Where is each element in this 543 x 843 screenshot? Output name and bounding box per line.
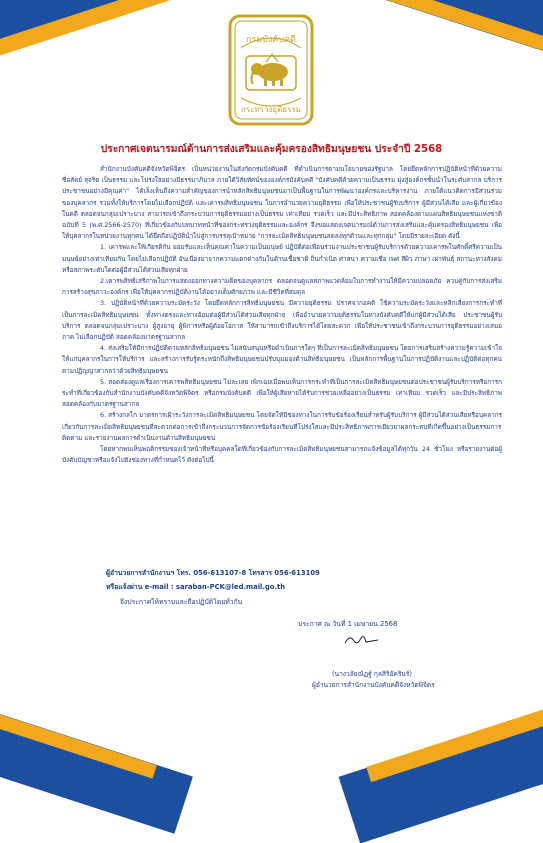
elephant-seal-icon xyxy=(246,54,296,90)
document-title: ประกาศเจตนารมณ์ด้านการส่งเสริมและคุ้มครองสิทธิมนุษยชน ประจำปี 2568 xyxy=(100,144,443,155)
reporting-paragraph: โดยหากพบเห็นพฤติกรรมของเจ้าหน้าที่หรือบุคคลใดที่เกี่ยวข้องกับการละเมิดสิทธิมนุษยชนสามารถแจ้งข้อมูลได้ทุกวัน 24 ชั่วโมง หรือรายงานต่อผู้บังคับบัญชาหรือแจ้งไปยังช่องทางที่กำหนดไว้ ดังต่อไปนี้ xyxy=(62,445,502,465)
item-1-paragraph: 1. เคารพและให้เกียรติกัน ยอมรับและเห็นคุณค่าในความเป็นมนุษย์ ปฏิบัติต่อเพื่อนร่วมงานประชาชนผู้รับบริการด้วยความเคารพในศักดิ์ศรีความเป็นมนุษย์อย่างเท่าเทียมกัน โดยไม่เลือกปฏิบัติ อันเนื่องมาจากความแตกต่างกันในด้านเชื้อชาติ ถิ่นกำเนิด ศาสนา ความเชื่อ เพศ สีผิว ภาษา เผ่าพันธุ์ สถานะทางสังคม หรือสภาพระดับใดต่อผู้มีส่วนได้ส่วนเสียทุกฝ่าย xyxy=(62,243,502,274)
seal-top-text: กรมบังคับคดี xyxy=(246,35,296,45)
signature-block xyxy=(312,668,435,690)
announcement-date: ประกาศ ณ วันที่ 1 เมษายน 2568 xyxy=(298,620,398,628)
seal-bottom-text: กระทรวงยุติธรรม xyxy=(240,105,302,114)
handwritten-signature xyxy=(342,632,382,648)
item-2-paragraph: 2.เคารพสิทธิเสรีภาพในการแสดงออกทางความคิดของบุคลากร ตลอดจนดูแลสภาพแวดล้อมในการทำงานให้มีความปลอดภัย ควบคู่กับการส่งเสริมการสร้างสุขภาวะองค์กร เพื่อให้บุคลากรปฏิบัติงานได้อย่างเต็มศักยภาพ และมีชีวิตที่สมดุล xyxy=(62,277,502,297)
item-3-paragraph: 3. ปฏิบัติหน้าที่ด้วยความระมัดระวัง โดยยึดหลักการสิทธิมนุษยชน มีความยุติธรรม ปราศจากอคติ ใช้ความระมัดระวังและหลีกเลี่ยงการกระทำที่เป็นการละเมิดสิทธิมนุษยชน ทั้งทางตรงและทางอ้อมต่อผู้มีส่วนได้ส่วนเสียทุกฝ่าย เพื่ออำนวยความยุติธรรมในทางบังคับคดีให้แก่ผู้มีส่วนได้เสีย ประชาชนผู้รับบริการ ตลอดจนกลุ่มเปราะบาง ผู้สูงอายุ ผู้พิการหรือผู้ด้อยโอกาส ให้สามารถเข้าถึงบริการได้โดยสะดวก เพื่อให้ประชาชนเข้าถึงกระบวนการยุติธรรมอย่างเสมอภาค ไม่เลือกปฏิบัติ สอดคล้องมาตรฐานสากล xyxy=(62,299,502,342)
document-body xyxy=(62,164,502,466)
department-seal-logo xyxy=(226,14,316,126)
item-6-paragraph: 6. สร้างกลไก มาตรการเฝ้าระวังการละเมิดสิทธิมนุษยชน โดยจัดให้มีช่องทางในการรับข้อร้องเรียนสำหรับผู้รับบริการ ผู้มีส่วนได้ส่วนเสียหรือบุคลากร เกี่ยวกับการละเมิดสิทธิมนุษยชนที่สะดวกต่อการเข้าถึงกระบวนการจัดการข้อร้องเรียนที่โปร่งใสและมีประสิทธิภาพการเยียวยาผลกระทบที่เกิดขึ้นอย่างเป็นธรรมการติดตาม และรายงานผลการดำเนินงานด้านสิทธิมนุษยชน xyxy=(62,411,503,442)
item-5-paragraph: 5. สอดส่องดูแลเรื่องการเคารพสิทธิมนุษยชน ไม่ละเลย เพิกเฉยเมื่อพบเห็นการกระทำที่เป็นการละเมิดสิทธิมนุษยชนต่อประชาชนผู้รับบริการหรือการกระทำที่เกี่ยวข้องกับสำนักงานบังคับคดีจังหวัดพิจิตร หรือกรมบังคับคดี เพื่อให้ผู้เสียหายได้รับการช่วยเหลืออย่างเป็นธรรม เท่าเทียม รวดเร็ว และมีประสิทธิภาพ สอดคล้องกับมาตรฐานสากล xyxy=(62,377,502,409)
signer-name: (นางวลัยณัฏฐ์ กุลสิริอัครินร์) xyxy=(331,670,413,678)
contact-phone-line: ผู้อำนวยการสำนักงานฯ โทร. 056-613107-8 โทรสาร 056-613109 xyxy=(106,569,320,577)
contact-email-line: หรือแจ้งผ่าน e-mail : saraban-PCK@led.mail.go.th xyxy=(106,583,286,591)
signer-position: ผู้อำนวยการสำนักงานบังคับคดีจังหวัดพิจิตร xyxy=(312,681,435,689)
corner-ribbon-blue-bottom-left xyxy=(0,696,193,833)
intro-paragraph: สำนักงานบังคับคดีจังหวัดพิจิตร เป็นหน่วยงานในสังกัดกรมบังคับคดี ที่ดำเนินการตามนโยบายของรัฐบาล โดยยึดหลักการปฏิบัติหน้าที่ด้วยความซื่อสัตย์ สุจริต เป็นธรรม และโปร่งใสอย่างมีธรรมาภิบาล ภายใต้วิสัยทัศน์ขององค์กรบังคับคดี "บังคับคดีด้วยความเป็นธรรม มุ่งสู่องค์กรชั้นนำในระดับสากล บริการประชาชนอย่างมีคุณค่า" ได้เล็งเห็นถึงความสำคัญของการนำหลักสิทธิมนุษยชนมาเป็นพื้นฐานในการพัฒนาองค์กรและบริหารงาน ภายใต้แนวคิดการมีส่วนร่วมของบุคลากร รวมทั้งให้บริการโดยไม่เลือกปฏิบัติ และเคารพสิทธิมนุษยชน ในการอำนวยความยุติธรรม เพื่อให้ประชาชนผู้รับบริการ ผู้มีส่วนได้เสีย และผู้เกี่ยวข้องในคดี ตลอดจนกลุ่มเปราะบาง สามารถเข้าถึงกระบวนการยุติธรรมอย่างเป็นธรรม เท่าเทียม รวดเร็ว และมีประสิทธิภาพ สอดคล้องตามแผนสิทธิมนุษยชนแห่งชาติ ฉบับที่ 5 (พ.ศ.2566-2570) ที่เกี่ยวข้องกับบทบาทหน้าที่ของกระทรวงยุติธรรมและองค์กร จึงขอแสดงเจตนารมณ์ด้านการส่งเสริมและคุ้มครองสิทธิมนุษยชน เพื่อให้บุคลากรในหน่วยงานทุกคน ได้ยึดถือปฏิบัตินำไปสู่การบรรลุเป้าหมาย "การละเมิดสิทธิมนุษยชนลดลงทุกด้านและทุกกลุ่ม" โดยมีรายละเอียด ดังนี้ xyxy=(62,165,502,241)
announcement-closing: จึงประกาศให้ทราบและถือปฏิบัติโดยทั่วกัน xyxy=(120,598,243,606)
item-4-paragraph: 4. ส่งเสริมให้มีการปฏิบัติตามหลักสิทธิมนุษยชน ไม่สนับสนุนหรือดำเนินการใดๆ ที่เป็นการละเมิดสิทธิมนุษยชน โดยการเสริมสร้างความรู้ความเข้าใจ ให้แก่บุคลากรในการให้บริการ และสร้างการรับรู้ตระหนักถึงสิทธิมนุษยชนปรับมุมมองด้านสิทธิมนุษยชน เป็นหลักการพื้นฐานในการปฏิบัติงานและปฏิบัติต่อทุกคนตามปฏิญญาสากลว่าด้วยสิทธิมนุษยชน xyxy=(62,344,502,375)
